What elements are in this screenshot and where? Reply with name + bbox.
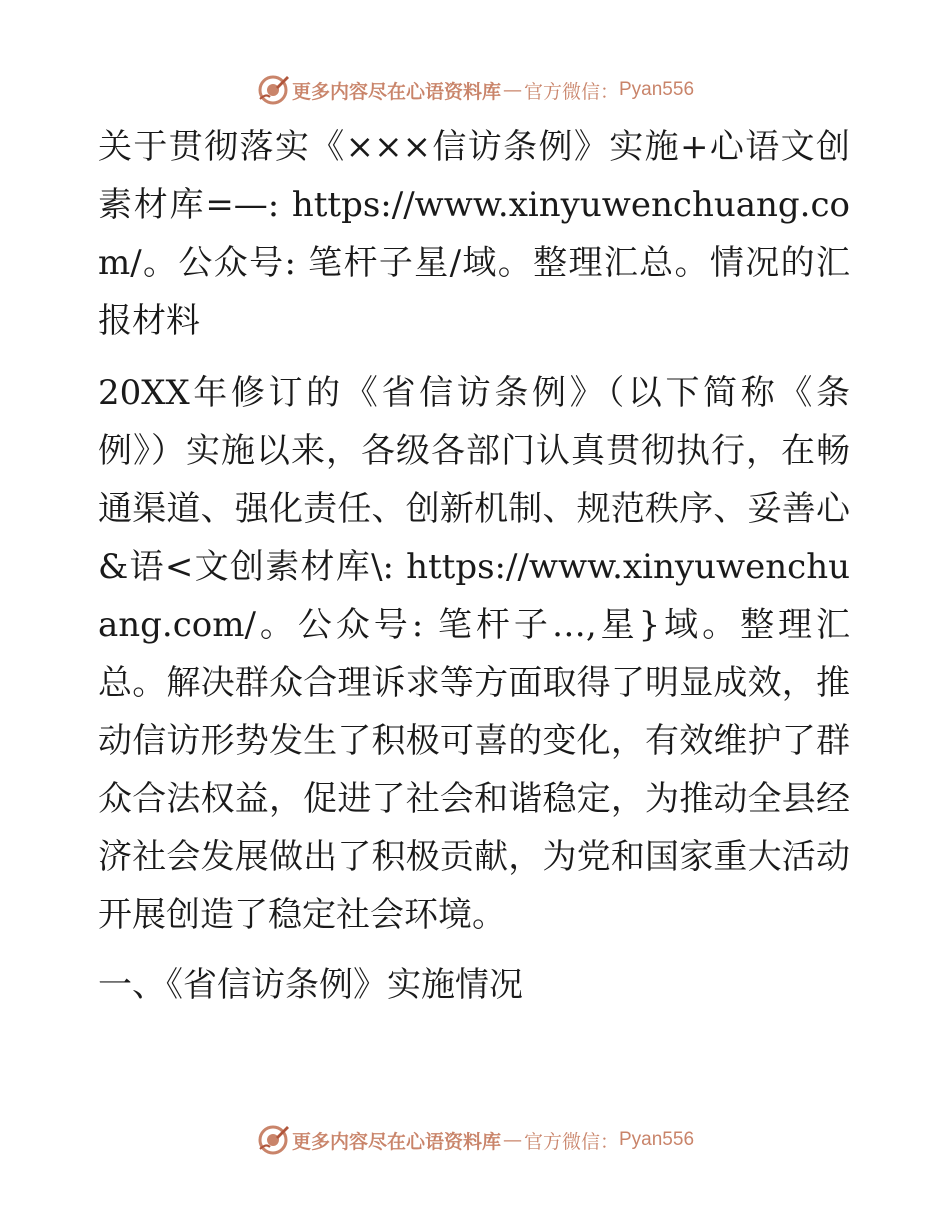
document-body: [98, 118, 850, 1014]
footer-watermark: [0, 1120, 950, 1160]
document-title: 关于贯彻落实《×××信访条例》实施+心语文创素材库=—: https://www.xinyuwenchuang.com/。公众号: 笔杆子星/域。整理汇总。情况的汇报材料: [98, 127, 850, 341]
watermark-wechat-id: Pyan556: [619, 79, 695, 100]
body-paragraph: 20XX年修订的《省信访条例》（以下简称《条例》）实施以来，各级各部门认真贯彻执行，在畅通渠道、强化责任、创新机制、规范秩序、妥善心&语<文创素材库\: https://www.xinyuwenchuang.com/。公众号: 笔杆子…,星}域。整理汇总。解决群众合理诉求等方面取得了明显成效，推动信访形势发生了积极可喜的变化，有效维护了群众合法权益，促进了社会和谐稳定，为推动全县经济社会发展做出了积极贡献，为党和国家重大活动开展创造了稳定社会环境。: [98, 373, 850, 935]
brush-logo-icon: [256, 73, 290, 107]
watermark-main-text: 更多内容尽在心语资料库: [291, 1130, 501, 1153]
watermark-separator: —: [502, 79, 522, 101]
header-watermark: [0, 70, 950, 110]
section-heading: 一、《省信访条例》实施情况: [98, 965, 523, 1005]
watermark-separator: —: [502, 1129, 522, 1151]
brush-logo-icon: [256, 1123, 290, 1157]
watermark-wechat-label: 官方微信：: [523, 1130, 619, 1153]
watermark-wechat-label: 官方微信：: [523, 80, 619, 103]
watermark-main-text: 更多内容尽在心语资料库: [291, 80, 501, 103]
watermark-wechat-id: Pyan556: [619, 1129, 695, 1150]
